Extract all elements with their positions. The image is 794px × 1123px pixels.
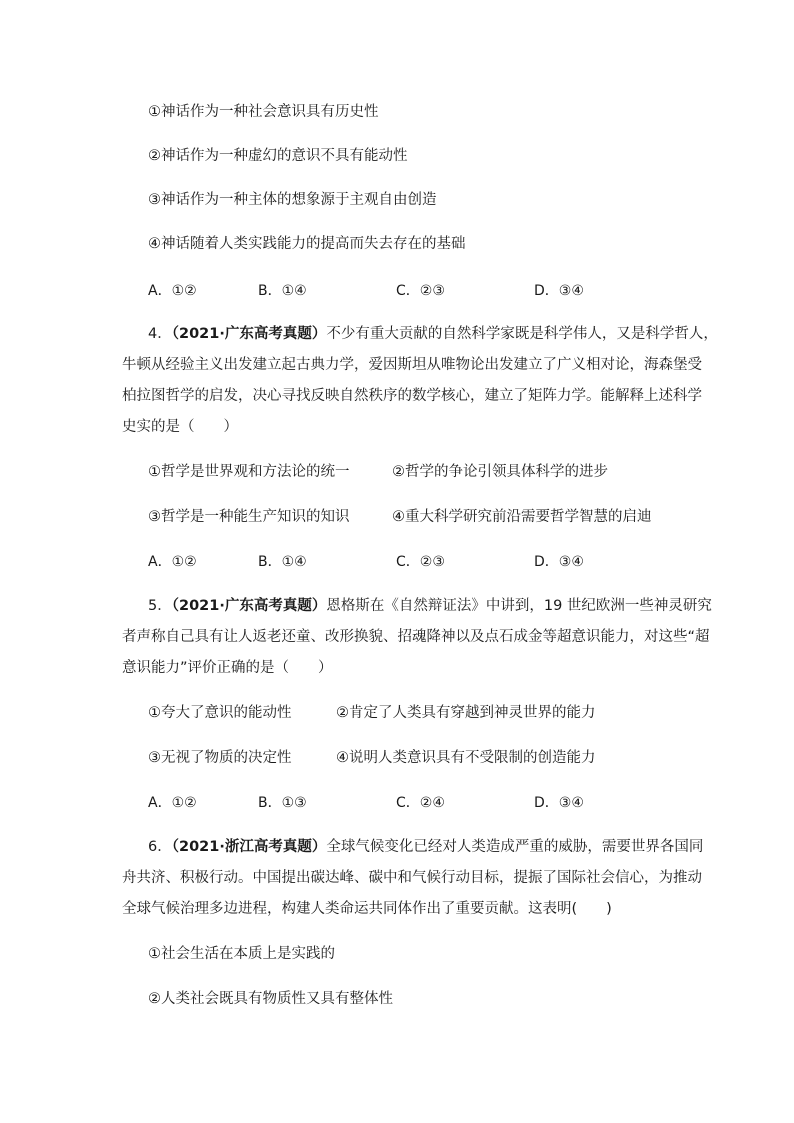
q5-stem-line-2: 者声称自己具有让人返老还童、改形换貌、招魂降神以及点石成金等超意识能力，对这些“超 [122,629,710,645]
q5-number: 5． [148,598,172,614]
q6-option-1: ①社会生活在本质上是实践的 [148,946,335,962]
q6-stem-line-3: 全球气候治理多边进程，构建人类命运共同体作出了重要贡献。这表明( ) [122,901,612,917]
q4-option-2: ②哲学的争论引领具体科学的进步 [392,464,608,480]
q5-options-row-1 [148,703,668,723]
q6-option-2: ②人类社会既具有物质性又具有整体性 [148,991,393,1007]
q4-stem-line-2: 牛顿从经验主义出发建立起古典力学，爱因斯坦从唯物论出发建立了广义相对论，海森堡受 [122,357,702,373]
q6-number: 6． [148,839,172,855]
q4-choice-a[interactable]: A．①② [148,554,197,570]
q5-choice-c[interactable]: C．②④ [396,795,445,811]
q5-choice-b[interactable]: B．①③ [258,795,307,811]
q4-number: 4． [148,326,172,342]
q5-text-1: 恩格斯在《自然辩证法》中讲到，19 世纪欧洲一些神灵研究 [326,598,712,614]
q3-choice-c[interactable]: C．②③ [396,283,445,299]
q4-options-row-1 [148,462,668,482]
q5-source: （2021·广东高考真题） [171,598,327,614]
q4-option-3: ③哲学是一种能生产知识的知识 [148,509,350,525]
q6-source: （2021·浙江高考真题） [171,839,327,855]
q4-options-row-2 [148,507,668,527]
q4-option-1: ①哲学是世界观和方法论的统一 [148,464,350,480]
q6-stem-line-1 [148,837,703,857]
q4-stem-line-4: 史实的是（ ） [122,419,238,435]
q5-stem-line-1 [148,596,712,616]
q3-choice-d[interactable]: D．③④ [534,283,584,299]
q5-option-4: ④说明人类意识具有不受限制的创造能力 [336,750,596,766]
q3-option-1: ①神话作为一种社会意识具有历史性 [148,104,379,120]
q4-stem-line-3: 柏拉图哲学的启发，决心寻找反映自然秩序的数学核心，建立了矩阵力学。能解释上述科学 [122,388,702,404]
q3-option-3: ③神话作为一种主体的想象源于主观自由创造 [148,192,437,208]
q4-option-4: ④重大科学研究前沿需要哲学智慧的启迪 [392,509,652,525]
q5-choice-a[interactable]: A．①② [148,795,197,811]
q3-option-2: ②神话作为一种虚幻的意识不具有能动性 [148,148,408,164]
q3-choice-a[interactable]: A．①② [148,283,197,299]
q4-source: （2021·广东高考真题） [171,326,327,342]
q5-option-1: ①夸大了意识的能动性 [148,705,292,721]
q6-text-1: 全球气候变化已经对人类造成严重的威胁，需要世界各国同 [326,839,704,855]
q5-option-3: ③无视了物质的决定性 [148,750,292,766]
q3-option-4: ④神话随着人类实践能力的提高而失去存在的基础 [148,236,466,252]
q5-option-2: ②肯定了人类具有穿越到神灵世界的能力 [336,705,596,721]
q4-choice-d[interactable]: D．③④ [534,554,584,570]
q6-stem-line-2: 舟共济、积极行动。中国提出碳达峰、碳中和气候行动目标，提振了国际社会信心，为推动 [122,870,702,886]
q4-stem-line-1 [148,324,718,344]
q4-choice-c[interactable]: C．②③ [396,554,445,570]
q3-choice-b[interactable]: B．①④ [258,283,307,299]
q5-stem-line-3: 意识能力”评价正确的是（ ） [122,660,333,676]
q5-options-row-2 [148,748,668,768]
q4-choice-b[interactable]: B．①④ [258,554,307,570]
q5-choice-d[interactable]: D．③④ [534,795,584,811]
q4-text-1: 不少有重大贡献的自然科学家既是科学伟人，又是科学哲人， [326,326,718,342]
